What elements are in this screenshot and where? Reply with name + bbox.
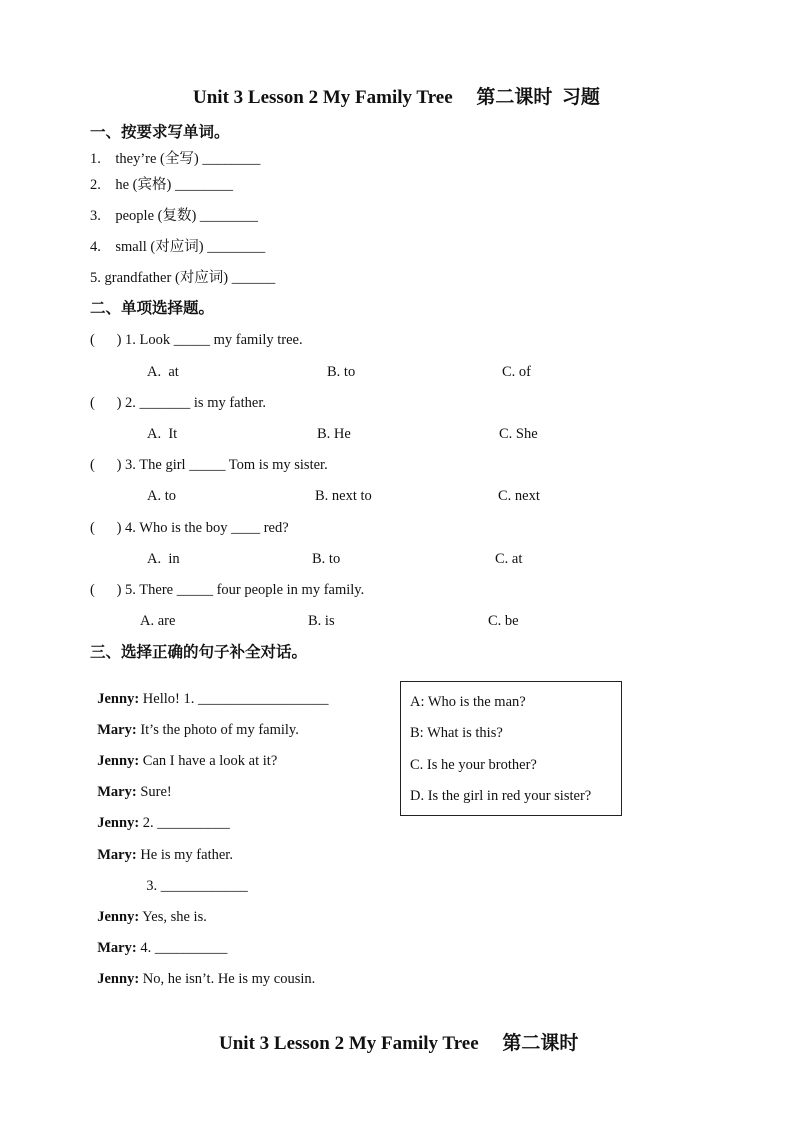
option-c: C. of [502,364,531,380]
utterance: Can I have a look at it? [139,752,278,769]
dialogue-line [90,895,207,924]
section2-heading: 二、单项选择题。 [90,300,215,317]
speaker: Mary: [97,846,137,863]
speaker: Mary: [97,783,137,800]
utterance: He is my father. [136,846,233,863]
option-a: A. are [140,613,176,629]
option-c: C. be [488,613,519,629]
dialogue-line [90,770,172,799]
next-page-title: Unit 3 Lesson 2 My Family Tree 第二课时 [219,1033,579,1054]
question-stem: ( ) 1. Look _____ my family tree. [90,332,303,348]
section1-item: 2. he (宾格) ________ [90,177,233,193]
question-stem: ( ) 2. _______ is my father. [90,395,266,411]
utterance: It’s the photo of my family. [136,721,299,738]
option-b: B. He [317,426,351,442]
speaker: Jenny: [97,690,140,707]
utterance: Hello! 1. __________________ [139,690,329,707]
option-a: A. at [147,364,179,380]
utterance: Sure! [136,783,172,800]
speaker: Jenny: [97,814,140,831]
utterance: No, he isn’t. He is my cousin. [139,970,316,987]
utterance: 2. __________ [139,814,230,831]
speaker: Jenny: [97,970,140,987]
question-stem: ( ) 5. There _____ four people in my family. [90,582,365,598]
option-c: C. She [499,426,538,442]
question-stem: ( ) 4. Who is the boy ____ red? [90,520,289,536]
speaker: Mary: [97,939,137,956]
dialogue-line [90,739,277,768]
section1-heading: 一、按要求写单词。 [90,124,230,141]
dialogue-line [90,957,315,986]
speaker: Mary: [97,721,137,738]
option-c: C. next [498,488,540,504]
dialogue-line [90,677,328,706]
dialogue-line [90,833,233,862]
section3-heading: 三、选择正确的句子补全对话。 [90,644,308,661]
dialogue-line [90,708,299,737]
section1-item: 3. people (复数) ________ [90,208,258,224]
dialogue-option: B: What is this? [410,725,503,741]
option-b: B. to [312,551,341,567]
dialogue-option: A: Who is the man? [410,694,526,710]
section1-item: 4. small (对应词) ________ [90,239,266,255]
option-a: A. to [147,488,176,504]
option-c: C. at [495,551,523,567]
utterance: Yes, she is. [139,908,207,925]
dialogue-option: C. Is he your brother? [410,757,537,773]
speaker: Jenny: [97,908,140,925]
option-b: B. next to [315,488,372,504]
section1-item: 1. they’re (全写) ________ [90,151,261,167]
option-a: A. It [147,426,178,442]
page-title: Unit 3 Lesson 2 My Family Tree 第二课时 习题 [193,87,600,108]
dialogue-line [139,864,248,893]
question-stem: ( ) 3. The girl _____ Tom is my sister. [90,457,328,473]
option-b: B. to [327,364,356,380]
section1-item: 5. grandfather (对应词) ______ [90,270,276,286]
dialogue-line [90,926,227,955]
dialogue-line [90,801,230,830]
option-a: A. in [147,551,180,567]
utterance: 3. ____________ [146,877,248,894]
dialogue-option: D. Is the girl in red your sister? [410,788,592,804]
speaker: Jenny: [97,752,140,769]
utterance: 4. __________ [136,939,228,956]
option-b: B. is [308,613,335,629]
